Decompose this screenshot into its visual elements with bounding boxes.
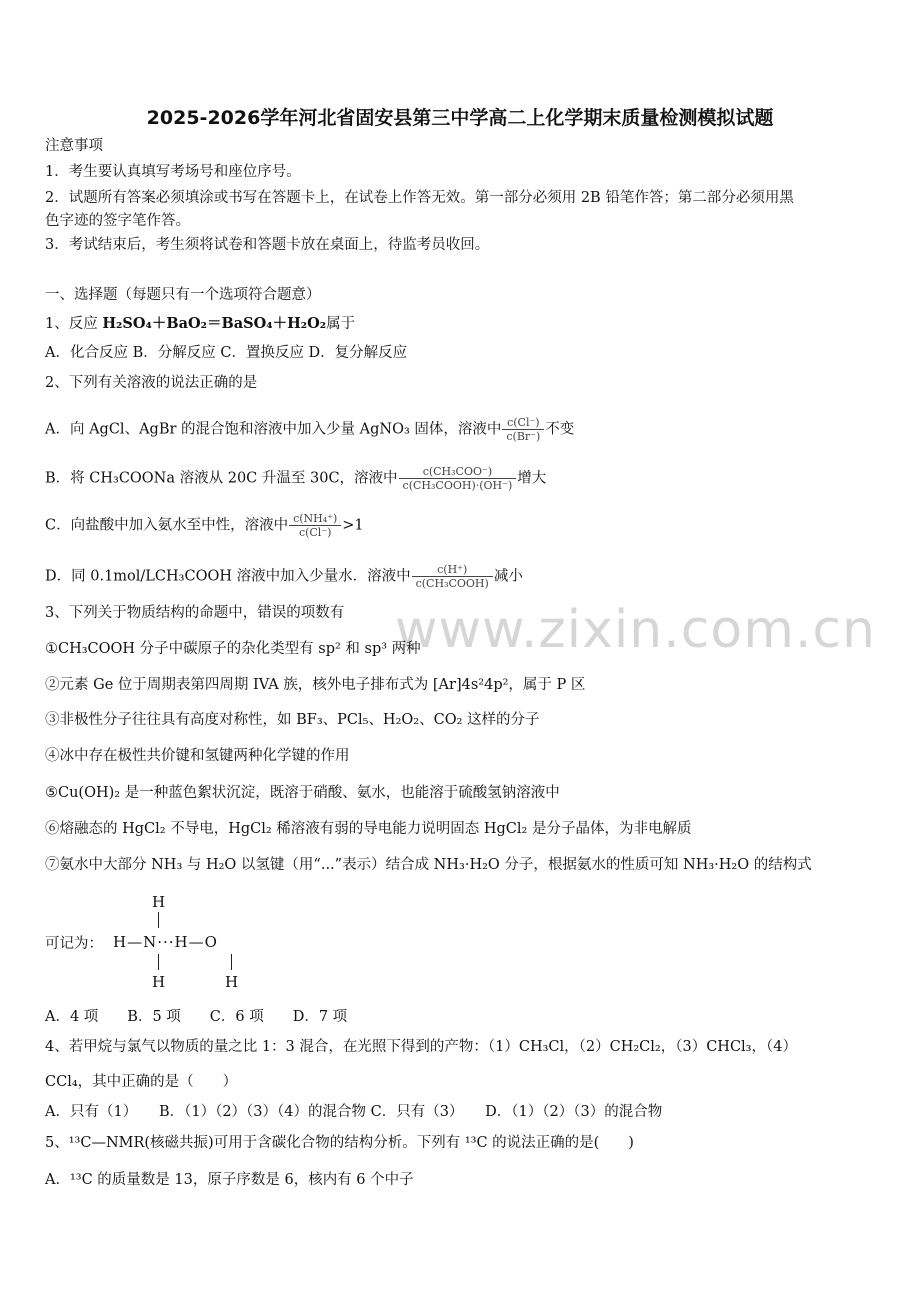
question-3-stem: 3、下列关于物质结构的命题中，错误的项数有 [45, 605, 345, 621]
struct-main-row: H—N···H—O [113, 933, 218, 951]
question-4-stem: 4、若甲烷与氯气以物质的量之比 1：3 混合，在光照下得到的产物：（1）CH₃Cl，（2）CH₂Cl₂，（3）CHCl₃，（4） [45, 1039, 797, 1055]
q2-c-denominator: c(Cl⁻) [289, 525, 341, 539]
q3-item-3: ③非极性分子往往具有高度对称性，如 BF₃、PCl₅、H₂O₂、CO₂ 这样的分子 [45, 712, 540, 728]
q2-option-b [45, 465, 546, 492]
struct-h-bottom-n: H [152, 973, 166, 991]
question-1-stem [45, 315, 355, 333]
watermark: www.zixin.com.cn [395, 600, 876, 660]
q1-equation: H₂SO₄＋BaO₂＝BaSO₄＋H₂O₂ [102, 315, 327, 332]
notice-heading: 注意事项 [45, 138, 103, 154]
q2-option-c [45, 512, 364, 539]
q3-item-7: ⑦氨水中大部分 NH₃ 与 H₂O 以氢键（用“...”表示）结合成 NH₃·H₂O 分子，根据氨水的性质可知 NH₃·H₂O 的结构式 [45, 857, 812, 873]
q2-d-denominator: c(CH₃COOH) [412, 576, 493, 590]
q3-item-2: ②元素 Ge 位于周期表第四周期 IVA 族，核外电子排布式为 [Ar]4s²4p²，属于 P 区 [45, 677, 586, 693]
q5-option-a: A．¹³C 的质量数是 13，原子序数是 6，核内有 6 个中子 [45, 1172, 414, 1188]
q1-prefix: 1、反应 [45, 316, 103, 332]
q2-a-fraction [502, 416, 544, 443]
q2-c-fraction [289, 512, 341, 539]
q2-b-denominator: c(CH₃COOH)·(OH⁻) [399, 478, 517, 492]
q3-item-1: ①CH₃COOH 分子中碳原子的杂化类型有 sp² 和 sp³ 两种 [45, 641, 421, 657]
q2-c-numerator: c(NH₄⁺) [293, 512, 338, 525]
section-heading: 一、选择题（每题只有一个选项符合题意） [45, 287, 321, 303]
q2-option-d [45, 563, 523, 590]
q3-item-4: ④冰中存在极性共价键和氢键两种化学键的作用 [45, 748, 350, 764]
q2-b-suffix: 增大 [517, 470, 547, 487]
struct-bond-bottom-o [231, 954, 232, 970]
q2-b-numerator: c(CH₃COO⁻) [422, 465, 493, 478]
q2-c-suffix: >1 [342, 517, 364, 534]
notice-item-2-cont: 色字迹的签字笔作答。 [45, 213, 190, 229]
notice-item-3: 3．考试结束后，考生须将试卷和答题卡放在桌面上，待监考员收回。 [45, 237, 490, 253]
page-title: 2025-2026学年河北省固安县第三中学高二上化学期末质量检测模拟试题 [146, 107, 774, 129]
notice-item-1: 1．考生要认真填写考场号和座位序号。 [45, 164, 301, 180]
struct-h-bottom-o: H [225, 973, 239, 991]
q2-a-suffix: 不变 [545, 421, 575, 438]
q2-b-fraction [399, 465, 517, 492]
q2-b-text: B．将 CH₃COONa 溶液从 20C 升温至 30C，溶液中 [45, 470, 398, 487]
q2-c-text: C．向盐酸中加入氨水至中性，溶液中 [45, 517, 289, 534]
structural-formula [113, 893, 253, 995]
q2-d-text: D．同 0.1mol/LCH₃COOH 溶液中加入少量水．溶液中 [45, 568, 411, 585]
notice-item-2: 2．试题所有答案必须填涂或书写在答题卡上，在试卷上作答无效。第一部分必须用 2B 铅笔作答；第二部分必须用黑 [45, 190, 794, 206]
q2-d-fraction [412, 563, 493, 590]
q2-option-a [45, 416, 574, 443]
q2-d-suffix: 减小 [493, 568, 523, 585]
structure-label: 可记为： [45, 936, 103, 952]
question-4-options: A．只有（1） B．（1）（2）（3）（4）的混合物 C．只有（3） D．（1）（2）（3）的混合物 [45, 1104, 663, 1120]
q2-d-numerator: c(H⁺) [437, 563, 468, 576]
q2-a-text: A．向 AgCl、AgBr 的混合饱和溶液中加入少量 AgNO₃ 固体，溶液中 [45, 421, 502, 438]
struct-bond-top [158, 912, 159, 928]
q2-a-numerator: c(Cl⁻) [507, 416, 540, 429]
question-5-stem: 5、¹³C—NMR(核磁共振)可用于含碳化合物的结构分析。下列有 ¹³C 的说法正确的是( ) [45, 1135, 634, 1151]
q1-suffix: 属于 [326, 316, 356, 332]
struct-bond-bottom-n [158, 954, 159, 970]
struct-h-top: H [152, 893, 166, 911]
question-1-options: A．化合反应 B．分解反应 C．置换反应 D．复分解反应 [45, 345, 408, 361]
q3-item-5: ⑤Cu(OH)₂ 是一种蓝色絮状沉淀，既溶于硝酸、氨水，也能溶于硫酸氢钠溶液中 [45, 785, 560, 801]
question-4-stem-cont: CCl₄，其中正确的是（ ） [45, 1074, 238, 1090]
q3-item-6: ⑥熔融态的 HgCl₂ 不导电，HgCl₂ 稀溶液有弱的导电能力说明固态 HgCl₂ 是分子晶体，为非电解质 [45, 821, 692, 837]
question-3-options: A．4 项 B．5 项 C．6 项 D．7 项 [45, 1009, 348, 1025]
q2-a-denominator: c(Br⁻) [502, 429, 544, 443]
question-2-stem: 2、下列有关溶液的说法正确的是 [45, 375, 258, 391]
